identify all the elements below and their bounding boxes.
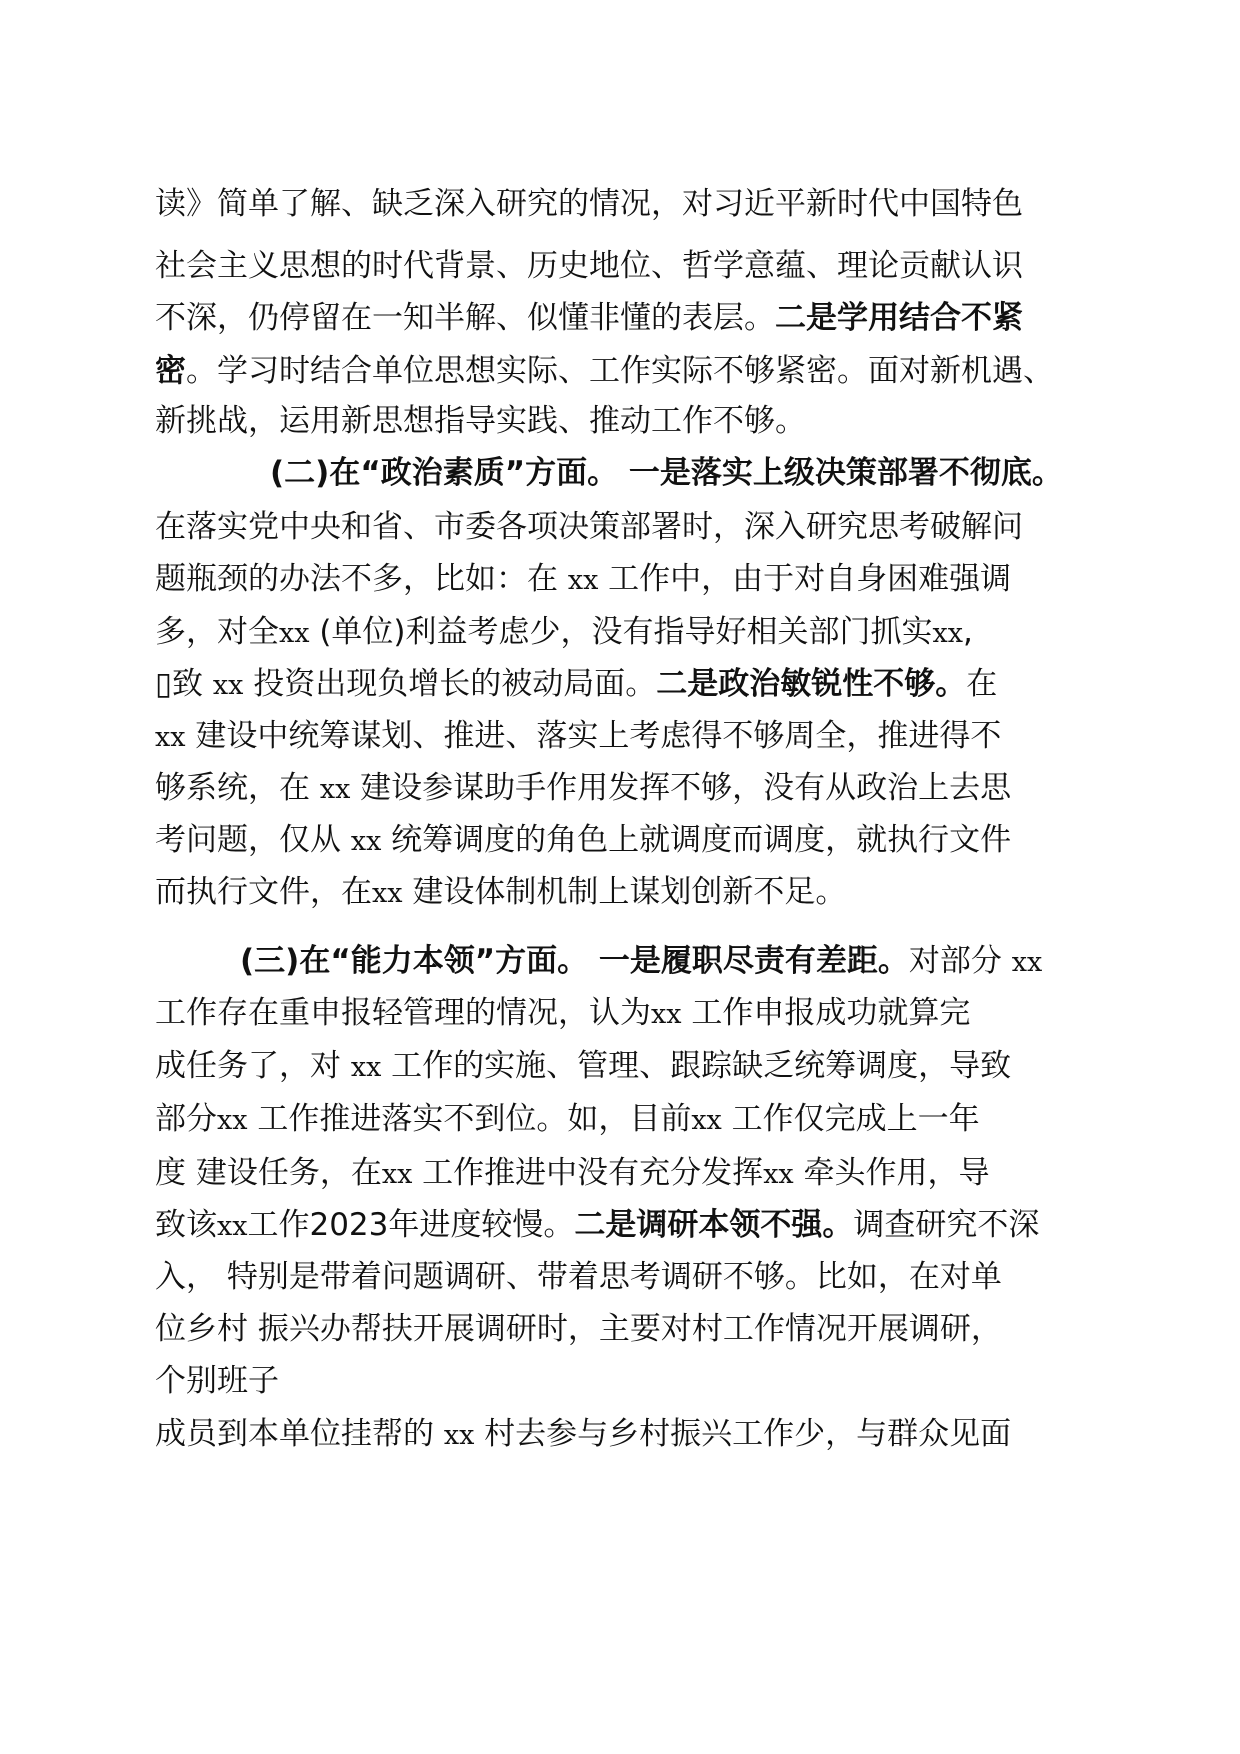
text-run: 工作存在重申报轻管理的情况，认为 — [155, 995, 651, 1031]
placeholder-xx: xx — [763, 1159, 794, 1190]
text-run: 调查研究不深 — [853, 1207, 1040, 1243]
text-run: 读》简单了解、缺乏深入研究的情况，对习近平新时代中国特色 — [155, 186, 1023, 222]
text-run: 牵头作用，导 — [793, 1155, 990, 1191]
text-line — [155, 762, 1011, 814]
text-line — [155, 1199, 1039, 1251]
placeholder-xx: xx — [372, 878, 403, 909]
text-run: 。学习时结合单位思想实际、工作实际不够紧密。面对新机遇、 — [186, 353, 1054, 389]
placeholder-xx: xx — [443, 1420, 475, 1451]
text-run: 建设参谋助手作用发挥不够，没有从政治上去思 — [350, 770, 1012, 806]
placeholder-xx: xx — [1011, 947, 1043, 978]
text-run: , — [962, 614, 973, 650]
text-run: 工作申报成功就算完 — [681, 995, 971, 1031]
text-run: 位乡村 振兴办帮扶开展调研时，主要对村工作情况开展调研， — [155, 1311, 1002, 1347]
text-run: 而执行文件，在 — [155, 874, 372, 910]
text-line — [155, 1040, 1011, 1092]
text-line — [155, 866, 846, 918]
text-line — [155, 1303, 1002, 1355]
text-line — [155, 710, 1001, 762]
text-line — [155, 987, 970, 1039]
placeholder-xx: xx — [567, 565, 599, 596]
text-run: 成任务了，对 — [155, 1048, 351, 1084]
placeholder-xx: xx — [691, 1105, 722, 1136]
text-line — [155, 1408, 1011, 1460]
section-heading — [270, 447, 1063, 499]
text-line — [155, 658, 997, 710]
text-run: 多，对全 — [155, 614, 279, 650]
text-run: 建设中统筹谋划、推进、落实上考虑得不够周全，推进得不 — [185, 718, 1002, 754]
text-run: 新挑战，运用新思想指导实践、推动工作不够。 — [155, 403, 806, 439]
placeholder-xx: xx — [932, 618, 963, 649]
text-run: 工作中，由于对自身困难强调 — [598, 561, 1012, 597]
text-run: 度 建设任务，在 — [155, 1155, 382, 1191]
text-run: 入， 特别是带着问题调研、带着思考调研不够。比如，在对单 — [155, 1259, 1002, 1295]
text-run: ▯致 — [155, 666, 213, 702]
text-run: 部分 — [155, 1101, 217, 1137]
text-line — [155, 501, 1023, 553]
text-run: 个别班子 — [155, 1363, 279, 1399]
text-line — [155, 345, 1054, 397]
text-run: (单位)利益考虑少，没有指导好相关部门抓实 — [309, 614, 933, 650]
bold-heading-run: (三)在“能力本领”方面。 一是履职尽责有差距。 — [240, 943, 909, 979]
text-run: 够系统，在 — [155, 770, 320, 806]
placeholder-xx: xx — [279, 618, 310, 649]
text-run: 工作推进落实不到位。如，目前 — [247, 1101, 692, 1137]
text-line — [155, 606, 973, 658]
text-run: 题瓶颈的办法不多，比如：在 — [155, 561, 568, 597]
text-line — [155, 292, 1023, 344]
section-heading — [240, 935, 1042, 987]
text-run: 在 — [966, 666, 998, 702]
text-line — [155, 1355, 279, 1407]
text-run: 投资出现负增长的被动局面。 — [243, 666, 657, 702]
text-line — [155, 1093, 980, 1145]
bold-heading-run: 二是政治敏锐性不够。 — [656, 666, 967, 702]
text-line — [155, 814, 1011, 866]
text-run: 建设体制机制上谋划创新不足。 — [402, 874, 847, 910]
text-run: 致该 — [155, 1207, 217, 1243]
bold-heading-run: 密 — [155, 353, 186, 389]
text-run: 成员到本单位挂帮的 — [155, 1416, 444, 1452]
placeholder-xx: xx — [217, 1105, 248, 1136]
placeholder-xx: xx — [381, 1159, 413, 1190]
text-run: 工作推进中没有充分发挥 — [412, 1155, 764, 1191]
text-run: 不深，仍停留在一知半解、似懂非懂的表层。 — [155, 300, 775, 336]
text-run: 村去参与乡村振兴工作少，与群众见面 — [474, 1416, 1012, 1452]
placeholder-xx: xx — [319, 774, 351, 805]
text-line — [155, 1147, 990, 1199]
placeholder-xx: xx — [217, 1211, 248, 1242]
placeholder-xx: xx — [350, 826, 382, 857]
bold-heading-run: 二是学用结合不紧 — [775, 300, 1023, 336]
text-run: 对部分 — [908, 943, 1012, 979]
text-run: 统筹调度的角色上就调度而调度，就执行文件 — [381, 822, 1012, 858]
text-line — [155, 395, 806, 447]
text-run: 工作的实施、管理、跟踪缺乏统筹调度，导致 — [381, 1048, 1012, 1084]
text-run: 工作仅完成上一年 — [721, 1101, 980, 1137]
placeholder-xx: xx — [212, 670, 244, 701]
placeholder-xx: xx — [350, 1052, 382, 1083]
placeholder-xx: xx — [155, 722, 186, 753]
text-run: 考问题，仅从 — [155, 822, 351, 858]
text-run: 工作2023年进度较慢。 — [247, 1207, 575, 1243]
text-line — [155, 178, 1023, 230]
text-run: 在落实党中央和省、市委各项决策部署时，深入研究思考破解问 — [155, 509, 1023, 545]
text-line — [155, 1251, 1002, 1303]
placeholder-xx: xx — [651, 999, 682, 1030]
bold-heading-run: 二是调研本领不强。 — [574, 1207, 854, 1243]
text-line — [155, 553, 1011, 605]
text-run: 社会主义思想的时代背景、历史地位、哲学意蕴、理论贡献认识 — [155, 248, 1023, 284]
text-line — [155, 240, 1023, 292]
text-run: (二)在“政治素质”方面。 一是落实上级决策部署不彻底。 — [270, 455, 1063, 491]
